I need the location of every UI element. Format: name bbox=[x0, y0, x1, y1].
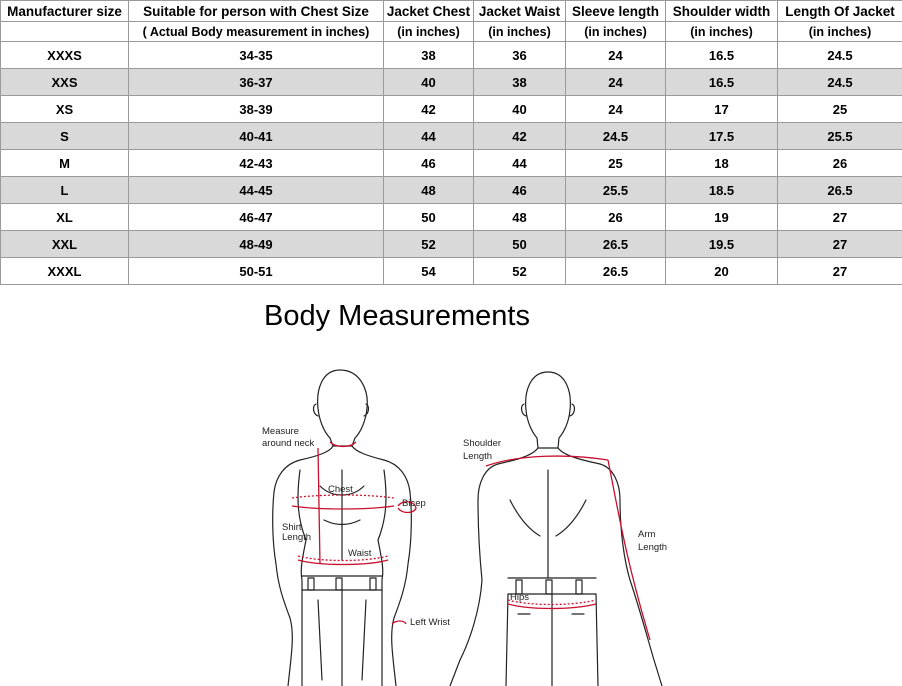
table-cell: 46-47 bbox=[129, 204, 384, 231]
table-cell: 38 bbox=[384, 42, 474, 69]
table-cell: 48 bbox=[384, 177, 474, 204]
table-cell: 17 bbox=[666, 96, 778, 123]
table-cell: S bbox=[1, 123, 129, 150]
table-cell: 40 bbox=[474, 96, 566, 123]
subheader-cell: (in inches) bbox=[384, 22, 474, 42]
header-cell: Manufacturer size bbox=[1, 1, 129, 22]
table-cell: 24.5 bbox=[566, 123, 666, 150]
table-cell: XXL bbox=[1, 231, 129, 258]
table-cell: 27 bbox=[778, 204, 902, 231]
table-cell: 19 bbox=[666, 204, 778, 231]
shirt-length-line bbox=[318, 448, 320, 564]
table-cell: 25 bbox=[566, 150, 666, 177]
table-cell: XXXS bbox=[1, 42, 129, 69]
table-cell: 25.5 bbox=[566, 177, 666, 204]
table-cell: 19.5 bbox=[666, 231, 778, 258]
back-figure bbox=[450, 372, 662, 686]
label-shirt-length-2: Length bbox=[282, 532, 312, 543]
table-cell: 24 bbox=[566, 69, 666, 96]
table-cell: M bbox=[1, 150, 129, 177]
label-arm-length-2: Length bbox=[638, 542, 668, 553]
table-cell: 54 bbox=[384, 258, 474, 285]
subheader-cell: (in inches) bbox=[666, 22, 778, 42]
table-cell: 26.5 bbox=[566, 231, 666, 258]
table-cell: 44-45 bbox=[129, 177, 384, 204]
table-cell: 26 bbox=[566, 204, 666, 231]
table-cell: 42 bbox=[384, 96, 474, 123]
table-cell: XL bbox=[1, 204, 129, 231]
subheader-cell: ( Actual Body measurement in inches) bbox=[129, 22, 384, 42]
table-cell: 52 bbox=[384, 231, 474, 258]
table-cell: 50 bbox=[474, 231, 566, 258]
label-hips: Hips bbox=[510, 592, 530, 603]
table-cell: 17.5 bbox=[666, 123, 778, 150]
header-cell: Shoulder width bbox=[666, 1, 778, 22]
table-cell: 18.5 bbox=[666, 177, 778, 204]
table-cell: 48 bbox=[474, 204, 566, 231]
table-cell: XXS bbox=[1, 69, 129, 96]
subheader-cell: (in inches) bbox=[474, 22, 566, 42]
table-cell: 26.5 bbox=[566, 258, 666, 285]
header-cell: Length Of Jacket bbox=[778, 1, 902, 22]
subheader-cell: (in inches) bbox=[566, 22, 666, 42]
table-cell: 44 bbox=[384, 123, 474, 150]
label-shirt-length-1: Shirt bbox=[282, 522, 302, 533]
header-cell: Suitable for person with Chest Size bbox=[129, 1, 384, 22]
table-cell: 50 bbox=[384, 204, 474, 231]
table-cell: 25 bbox=[778, 96, 902, 123]
table-cell: 36 bbox=[474, 42, 566, 69]
table-cell: 40 bbox=[384, 69, 474, 96]
table-cell: 26.5 bbox=[778, 177, 902, 204]
table-cell: L bbox=[1, 177, 129, 204]
table-cell: 48-49 bbox=[129, 231, 384, 258]
label-shoulder-length-1: Shoulder bbox=[463, 438, 502, 449]
table-cell: 46 bbox=[384, 150, 474, 177]
label-left-wrist: Left Wrist bbox=[410, 617, 450, 628]
table-cell: XXXL bbox=[1, 258, 129, 285]
label-neck-2: around neck bbox=[262, 438, 315, 449]
table-cell: 52 bbox=[474, 258, 566, 285]
label-neck-1: Measure bbox=[262, 426, 299, 437]
table-cell: 16.5 bbox=[666, 42, 778, 69]
table-cell: 24.5 bbox=[778, 42, 902, 69]
table-cell: 40-41 bbox=[129, 123, 384, 150]
table-cell: 44 bbox=[474, 150, 566, 177]
waist-measure-line bbox=[298, 556, 388, 561]
table-cell: 36-37 bbox=[129, 69, 384, 96]
header-cell: Sleeve length bbox=[566, 1, 666, 22]
wrist-measure-line bbox=[392, 621, 406, 624]
subheader-cell: (in inches) bbox=[778, 22, 902, 42]
table-cell: 50-51 bbox=[129, 258, 384, 285]
header-cell: Jacket Chest bbox=[384, 1, 474, 22]
table-cell: 27 bbox=[778, 258, 902, 285]
table-cell: 25.5 bbox=[778, 123, 902, 150]
table-cell: 24 bbox=[566, 42, 666, 69]
table-cell: 42 bbox=[474, 123, 566, 150]
label-waist: Waist bbox=[348, 548, 372, 559]
table-cell: 24 bbox=[566, 96, 666, 123]
label-bicep: Bicep bbox=[402, 498, 426, 509]
table-cell: 38-39 bbox=[129, 96, 384, 123]
table-cell: 16.5 bbox=[666, 69, 778, 96]
table-cell: 27 bbox=[778, 231, 902, 258]
label-chest: Chest bbox=[328, 484, 353, 495]
table-cell: 18 bbox=[666, 150, 778, 177]
table-cell: 42-43 bbox=[129, 150, 384, 177]
table-cell: 46 bbox=[474, 177, 566, 204]
table-cell: 24.5 bbox=[778, 69, 902, 96]
label-shoulder-length-2: Length bbox=[463, 451, 493, 462]
table-cell: 26 bbox=[778, 150, 902, 177]
chest-measure-line-lower bbox=[292, 506, 394, 509]
table-cell: 34-35 bbox=[129, 42, 384, 69]
header-cell: Jacket Waist bbox=[474, 1, 566, 22]
table-cell: XS bbox=[1, 96, 129, 123]
table-cell: 20 bbox=[666, 258, 778, 285]
body-measurements-title: Body Measurements bbox=[264, 300, 530, 332]
table-cell: 38 bbox=[474, 69, 566, 96]
label-arm-length-1: Arm bbox=[638, 529, 656, 540]
